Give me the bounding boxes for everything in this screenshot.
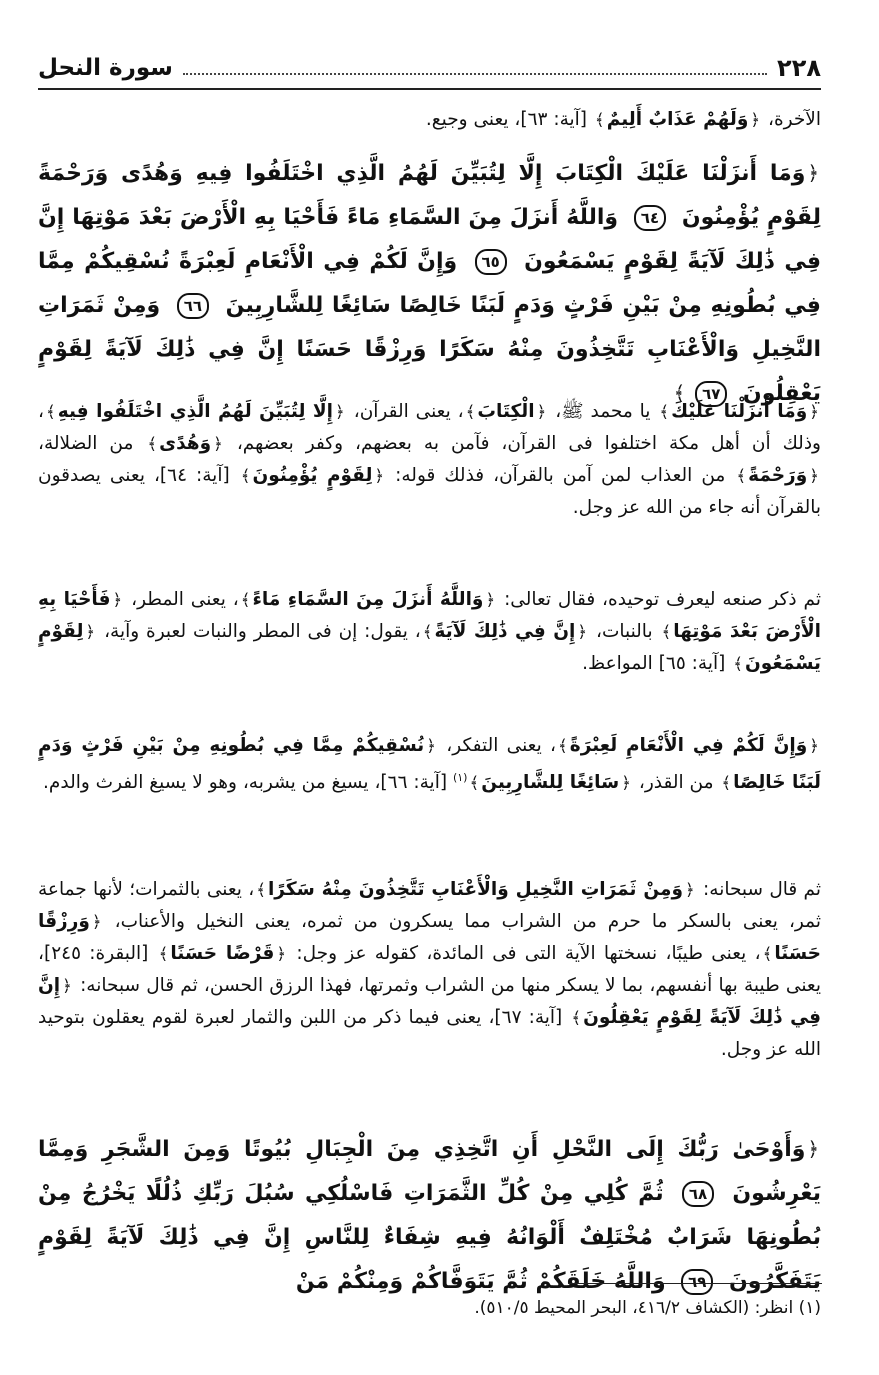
quote-ornament-close: ﴾ — [469, 773, 480, 793]
quote-ornament-close: ﴾ — [659, 402, 670, 421]
running-header — [38, 48, 821, 90]
verse-text: وَمَا أَنزَلْنَا عَلَيْكَ الْكِتَابَ إِلَّا لِتُبَيِّنَ لَهُمُ الَّذِي اخْتَلَفُوا فِيهِ وَهُدًى وَرَحْمَةً لِقَوْمٍ يُؤْمِنُونَ — [38, 161, 821, 230]
quote-ornament-open: ﴿ — [112, 590, 123, 609]
commentary-text: ، يعنى التفكر، — [446, 735, 557, 756]
quran-quote: وَإِنَّ لَكُمْ فِي الْأَنْعَامِ لَعِبْرَةً — [569, 735, 808, 756]
quote-ornament-close: ﴾ — [422, 622, 433, 641]
commentary-text: [آية: ٦٧]، يعنى فيما ذكر من اللبن والثمار لعبرة لقوم يعقلون بتوحيد الله عز وجل. — [38, 1007, 821, 1060]
commentary-text: ، يعنى المطر، — [131, 589, 239, 610]
quote-ornament-close: ﴾ — [45, 402, 56, 421]
quote-ornament-open: ﴿ — [536, 402, 547, 421]
quran-quote: لِقَوْمٍ يَسْمَعُونَ — [38, 621, 821, 674]
quote-ornament-close: ﴾ — [733, 654, 743, 673]
verse-text: وَمِنْ ثَمَرَاتِ النَّخِيلِ وَالْأَعْنَابِ تَتَّخِذُونَ مِنْهُ سَكَرًا وَرِزْقًا حَسَنًا إِنَّ فِي ذَٰلِكَ لَآيَةً لِقَوْمٍ يَعْقِلُونَ — [38, 293, 821, 406]
header-dot-leader — [183, 73, 767, 75]
quran-verses-block-1 — [38, 152, 821, 416]
quote-ornament-close: ﴾ — [721, 773, 732, 793]
verse-text: وَإِنَّ لَكُمْ فِي الْأَنْعَامِ لَعِبْرَةً نُسْقِيكُمْ مِمَّا فِي بُطُونِهِ مِنْ بَيْنِ فَرْثٍ وَدَمٍ لَبَنًا خَالِصًا سَائِغًا لِلشَّارِبِينَ — [38, 249, 821, 318]
quote-ornament-close: ﴾ — [465, 402, 476, 421]
quote-ornament-close: ﴾ — [256, 880, 266, 899]
quote-ornament-close: ﴾ — [158, 944, 169, 963]
quote-ornament-open: ﴿ — [213, 434, 223, 453]
quran-quote: إِنَّ فِي ذَٰلِكَ لَآيَةً — [434, 621, 576, 642]
commentary-text: من العذاب لمن آمن بالقرآن، فذلك قوله: — [395, 465, 726, 486]
quran-quote: قَرْضًا حَسَنًا — [170, 943, 275, 964]
quran-quote: وَرِزْقًا حَسَنًا — [38, 911, 821, 964]
ayah-number-marker: ٦٥ — [475, 249, 507, 275]
ayah-number-marker: ٦٩ — [681, 1269, 713, 1295]
commentary-text: [آية: ٦٣]، يعنى وجيع. — [425, 109, 588, 130]
quran-quote: وَمِنْ ثَمَرَاتِ النَّخِيلِ وَالْأَعْنَابِ تَتَّخِذُونَ مِنْهُ سَكَرًا — [267, 879, 683, 900]
quote-ornament-open: ﴿ — [684, 880, 695, 899]
commentary-paragraph-3 — [38, 584, 821, 680]
commentary-text: [آية: ٦٥] المواعظ. — [582, 653, 726, 674]
quote-ornament-close: ﴾ — [594, 110, 605, 129]
quran-quote: إِنَّ فِي ذَٰلِكَ لَآيَةً لِقَوْمٍ يَعْقِلُونَ — [38, 975, 822, 1028]
quran-quote: نُسْقِيكُمْ مِمَّا فِي بُطُونِهِ مِنْ بَيْنِ فَرْثٍ وَدَمٍ لَبَنًا خَالِصًا — [38, 735, 821, 794]
verse-text: ثُمَّ كُلِي مِنْ كُلِّ الثَّمَرَاتِ فَاسْلُكِي سُبُلَ رَبِّكِ ذُلُلًا يَخْرُجُ مِنْ بُطُونِهَا شَرَابٌ مُخْتَلِفٌ أَلْوَانُهُ فِيهِ شِفَاءٌ لِلنَّاسِ إِنَّ فِي ذَٰلِكَ لَآيَةً لِقَوْمٍ يَتَفَكَّرُونَ — [38, 1181, 821, 1294]
quote-ornament-open: ﴿ — [809, 736, 819, 755]
commentary-text: [آية: ٦٤]، يعنى يصدقون بالقرآن أنه جاء من الله عز وجل. — [38, 465, 821, 518]
quote-ornament-open: ﴿ — [577, 622, 588, 641]
commentary-text: [البقرة: ٢٤٥]، يعنى طيبة بها أنفسهم، بما لا يسكر منها من الشراب وثمرتها، فهذا الرزق الحسن، ثم قال سبحانه: — [38, 943, 821, 996]
quote-ornament-open: ﴿ — [621, 773, 631, 793]
quote-ornament-close: ﴾ — [571, 1008, 582, 1027]
quran-quote: وَلَهُمْ عَذَابٌ أَلِيمٌ — [606, 109, 749, 130]
quote-ornament-open: ﴿ — [750, 110, 761, 129]
commentary-text: يا محمد ﷺ، — [555, 401, 651, 422]
commentary-text: ثم قال سبحانه: — [703, 879, 821, 900]
quote-ornament-open: ﴿ — [374, 466, 385, 485]
ayah-number-marker: ٦٨ — [682, 1181, 714, 1207]
quote-ornament-close: ﴾ — [147, 434, 158, 453]
quote-ornament-close: ﴾ — [661, 622, 672, 641]
commentary-paragraph-2 — [38, 396, 821, 524]
commentary-text: ، يعنى بالثمرات؛ لأنها جماعة ثمر، يعنى بالسكر ما حرم من الشراب مما يسكرون من ثمره، يعنى النخيل والأعناب، — [38, 879, 821, 932]
quote-ornament-close: ﴾ — [736, 466, 747, 485]
quran-verses-block-2 — [38, 1128, 821, 1304]
quote-ornament-close: ﴾ — [558, 736, 568, 755]
footnote: (١) انظر: (الكشاف ٤١٦/٢، البحر المحيط ٥١٠/٥). — [474, 1298, 821, 1318]
commentary-paragraph-1 — [38, 104, 821, 136]
quran-quote: وَمَا أَنزَلْنَا عَلَيْكَ — [671, 401, 808, 422]
commentary-text: ، يعنى طيبًا، نسختها الآية التى فى المائدة، كقوله عز وجل: — [296, 943, 761, 964]
footnote-separator — [568, 1283, 822, 1284]
quote-ornament-open: ﴿ — [485, 590, 496, 609]
quran-quote: وَاللَّهُ أَنزَلَ مِنَ السَّمَاءِ مَاءً — [252, 589, 484, 610]
quran-quote: وَهُدًى — [159, 433, 212, 454]
commentary-text: من الضلالة، — [38, 433, 134, 454]
verse-text: وَاللَّهُ أَنزَلَ مِنَ السَّمَاءِ مَاءً فَأَحْيَا بِهِ الْأَرْضَ بَعْدَ مَوْتِهَا إِنَّ فِي ذَٰلِكَ لَآيَةً لِقَوْمٍ يَسْمَعُونَ — [38, 205, 821, 274]
quote-ornament-open: ﴿ — [807, 1138, 819, 1161]
verse-text: وَأَوْحَىٰ رَبُّكَ إِلَى النَّحْلِ أَنِ اتَّخِذِي مِنَ الْجِبَالِ بُيُوتًا وَمِنَ الشَّجَرِ وَمِمَّا يَعْرِشُونَ — [38, 1137, 821, 1206]
quote-ornament-open: ﴿ — [426, 736, 436, 755]
quote-ornament-open: ﴿ — [807, 162, 819, 185]
quote-ornament-open: ﴿ — [809, 402, 819, 421]
ayah-number-marker: ٦٦ — [177, 293, 209, 319]
ayah-number-marker: ٦٧ — [695, 381, 727, 407]
page-number: ٢٢٨ — [777, 54, 821, 82]
commentary-text: بالنبات، — [595, 621, 653, 642]
quote-ornament-close: ﴾ — [762, 944, 773, 963]
quote-ornament-open: ﴿ — [809, 466, 819, 485]
quran-quote: فَأَحْيَا بِهِ الْأَرْضَ بَعْدَ مَوْتِهَا — [38, 589, 821, 642]
quran-quote: سَائِغًا لِلشَّارِبِينَ — [481, 772, 620, 794]
commentary-text: ، وذلك أن أهل مكة اختلفوا فى القرآن، فآمن به بعضهم، وكفر بعضهم، — [38, 401, 821, 454]
quran-quote: لِقَوْمٍ يُؤْمِنُونَ — [252, 465, 373, 486]
commentary-text: ثم ذكر صنعه ليعرف توحيده، فقال تعالى: — [504, 589, 821, 610]
quran-quote: الْكِتَابَ — [477, 401, 535, 422]
quote-ornament-open: ﴿ — [335, 402, 345, 421]
verse-text: وَاللَّهُ خَلَقَكُمْ ثُمَّ يَتَوَفَّاكُمْ وَمِنْكُمْ مَنْ — [295, 1269, 666, 1294]
quote-ornament-open: ﴿ — [276, 944, 287, 963]
quran-quote: وَرَحْمَةً — [748, 465, 808, 486]
commentary-text: [آية: ٦٦]، يسيغ من يشربه، وهو لا يسيغ الفرث والدم. — [43, 772, 448, 794]
quote-ornament-close: ﴾ — [240, 466, 251, 485]
quote-ornament-open: ﴿ — [85, 622, 96, 641]
commentary-paragraph-4 — [38, 730, 821, 799]
commentary-text: ، يعنى القرآن، — [353, 401, 464, 422]
quran-quote: إِلَّا لِتُبَيِّنَ لَهُمُ الَّذِي اخْتَلَفُوا فِيهِ — [57, 401, 334, 422]
quote-ornament-open: ﴿ — [91, 912, 102, 931]
quote-ornament-close: ﴾ — [240, 590, 251, 609]
quote-ornament-open: ﴿ — [62, 976, 72, 995]
commentary-text: ، يقول: إن فى المطر والنبات لعبرة وآية، — [104, 621, 421, 642]
footnote-marker: (١) — [452, 771, 468, 784]
commentary-text: الآخرة، — [768, 109, 821, 130]
surah-name: سورة النحل — [38, 55, 173, 81]
quote-ornament-close: ﴾ — [673, 382, 686, 405]
commentary-text: من القذر، — [638, 772, 714, 794]
ayah-number-marker: ٦٤ — [634, 205, 666, 231]
commentary-paragraph-5 — [38, 874, 821, 1066]
